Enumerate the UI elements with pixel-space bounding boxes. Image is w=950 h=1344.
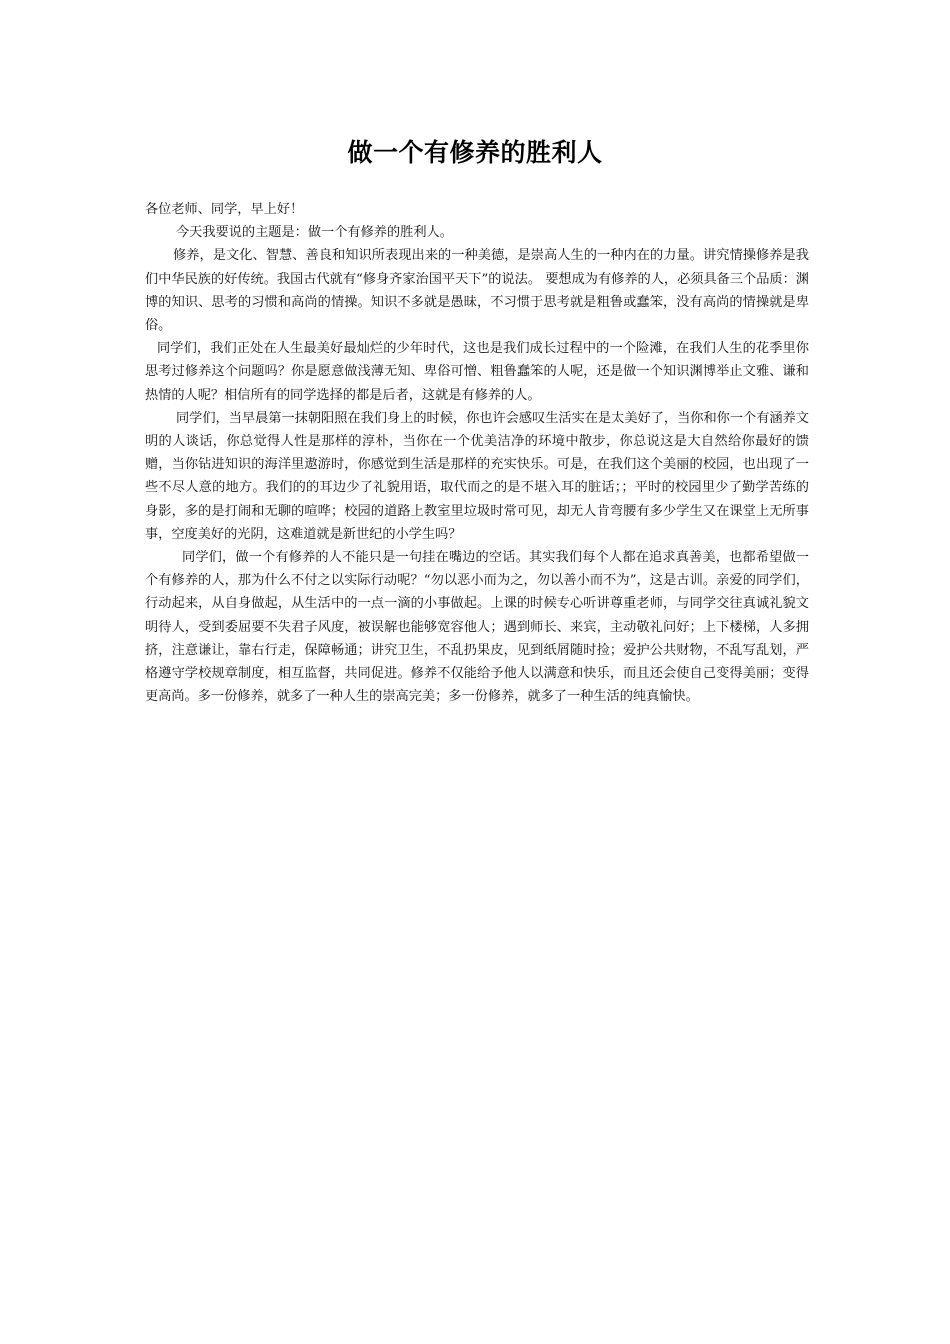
- greeting-paragraph: 各位老师、同学，早上好！: [145, 202, 304, 217]
- campus-paragraph: 同学们，当早晨第一抹朝阳照在我们身上的时候，你也许会感叹生活实在是太美好了，当你和你一个有涵养文明的人谈话，你总觉得人性是那样的淳朴，当你在一个优美洁净的环境中散步，你总说这是大自然给你最好的馈赠，当你钻进知识的海洋里遨游时，你感觉到生活是那样的充实快乐。可是，在我们这个美丽的校园，也出现了一些不尽人意的地方。我们的的耳边少了礼貌用语，取代而之的是不堪入耳的脏话；；平时的校园里少了勤学苦练的身影，多的是打闹和无聊的喧哗；校园的道路上教室里垃圾时常可见，却无人肯弯腰有多少学生又在课堂上无所事事，空度美好的光阴，这难道就是新世纪的小学生吗？: [145, 410, 809, 542]
- topic-paragraph: 今天我要说的主题是：做一个有修养的胜利人。: [176, 225, 453, 241]
- document-body: [145, 198, 809, 708]
- document-title: 做一个有修养的胜利人: [347, 138, 603, 167]
- cultivation-paragraph: 修养，是文化、智慧、善良和知识所表现出来的一种美德，是崇高人生的一种内在的力量。讲究情操修养是我们中华民族的好传统。我国古代就有“修身齐家治国平天下”的说法。 要想成为有修养的人，必须具备三个品质：渊博的知识、思考的习惯和高尚的情操。知识不多就是愚昧，不习惯于思考就是粗鲁或蠢笨，没有高尚的情操就是卑俗。: [145, 248, 809, 334]
- action-paragraph: 同学们，做一个有修养的人不能只是一句挂在嘴边的空话。其实我们每个人都在追求真善美，也都希望做一个有修养的人，那为什么不付之以实际行动呢？“勿以恶小而为之，勿以善小而不为”，这是古训。亲爱的同学们，行动起来，从自身做起，从生活中的一点一滴的小事做起。上课的时候专心听讲尊重老师，与同学交往真诚礼貌文明待人，受到委屈要不失君子风度，被误解也能够宽容他人；遇到师长、来宾，主动敬礼问好；上下楼梯，人多拥挤，注意谦让，靠右行走，保障畅通；讲究卫生，不乱扔果皮，见到纸屑随时捡；爱护公共财物，不乱写乱划，严格遵守学校规章制度，相互监督，共同促进。修养不仅能给予他人以满意和快乐，而且还会使自己变得美丽；变得更高尚。多一份修养，就多了一种人生的崇高完美；多一份修养，就多了一种生活的纯真愉快。: [145, 550, 809, 705]
- youth-paragraph: 同学们，我们正处在人生最美好最灿烂的少年时代，这也是我们成长过程中的一个险滩，在我们人生的花季里你思考过修养这个问题吗？你是愿意做浅薄无知、卑俗可憎、粗鲁蠢笨的人呢，还是做一个知识渊博举止文雅、谦和热情的人呢？相信所有的同学选择的都是后者，这就是有修养的人。: [145, 341, 809, 403]
